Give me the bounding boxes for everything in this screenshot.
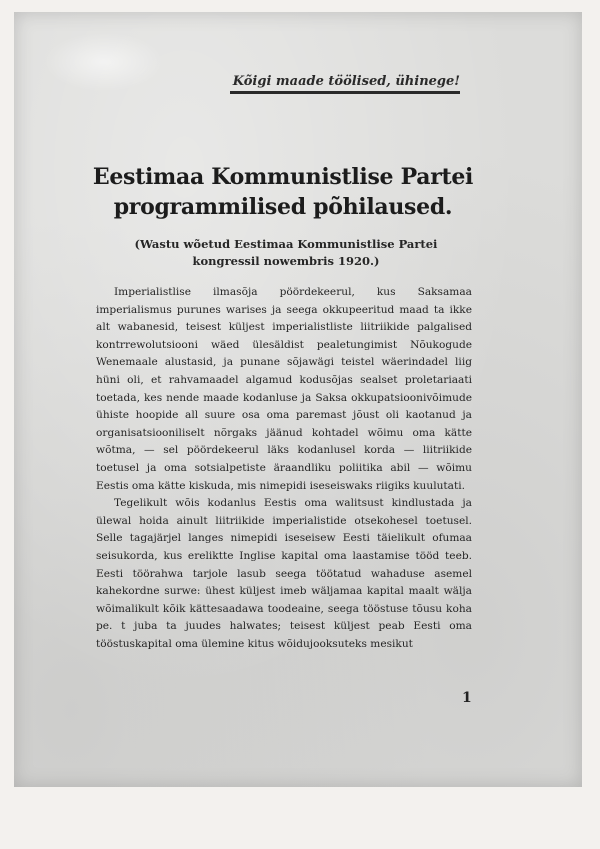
body-paragraph: Tegelikult wõis kodanlus Eestis oma walitsust kindlustada ja ülewal hoida ainult liitriikide imperialistide otsekohesel toetusel. Selle tagajärjel langes nimepidi iseseisew Eesti täielikult ofumaa seisukorda, kus ereliktte Inglise kapital oma laastamise tööd teeb. Eesti töörahwa tarjole lasub seega töötatud wahaduse asemel kahekordne surwe: ühest küljest imeb wäljamaa kapital maalt wälja wõimalikult kõik kättesaadawa toodeaine, seega tööstuse tõusu koha pe. t juba ta juudes halwates; teisest küljest peab Eesti oma tööstuskapital oma ülemine kitus wõidujooksuteks mesikut xyxy=(96,497,472,650)
paper-smudge xyxy=(44,32,164,92)
page-number: 1 xyxy=(462,690,472,706)
document-body xyxy=(96,284,472,653)
document-title: Eestimaa Kommunistlise Partei programmilised põhilaused. xyxy=(92,164,474,220)
document-subtitle: (Wastu wõetud Eestimaa Kommunistlise Partei kongressil nowembris 1920.) xyxy=(134,237,438,268)
slogan: Kõigi maade töölised, ühinege! xyxy=(232,74,460,89)
slogan-underline xyxy=(230,91,460,94)
body-paragraph: Imperialistlise ilmasõja pöördekeerul, kus Saksamaa imperialismus purunes warises ja seega okkupeeritud maad ta ikke alt wabanesid, teisest küljest imperialistliste liitriikide palgalised kontrrewolutsiooni wäed ülesäldist pealetungimist Nõukogude Wenemaale alustasid, ja punane sõjawägi teistel wäerindadel liig hüni oli, et rahvamaadel algamud kodusõjas sealset proletariaati toetada, kes nende maade kodanluse ja Saksa okkupatsioonivõimude ühiste hoopide all suure osa oma paremast jõust oli kaotanud ja organisatsiooniliselt nõrgaks jäänud kohtadel wõimu oma kätte wõtma, — sel pöördekeerul läks kodanlusel korda — liitriikide toetusel ja oma sotsialpetiste äraandliku poliitika abil — wõimu Eestis oma kätte kiskuda, mis nimepidi iseseiswaks riigiks kuulutati. xyxy=(96,286,472,492)
